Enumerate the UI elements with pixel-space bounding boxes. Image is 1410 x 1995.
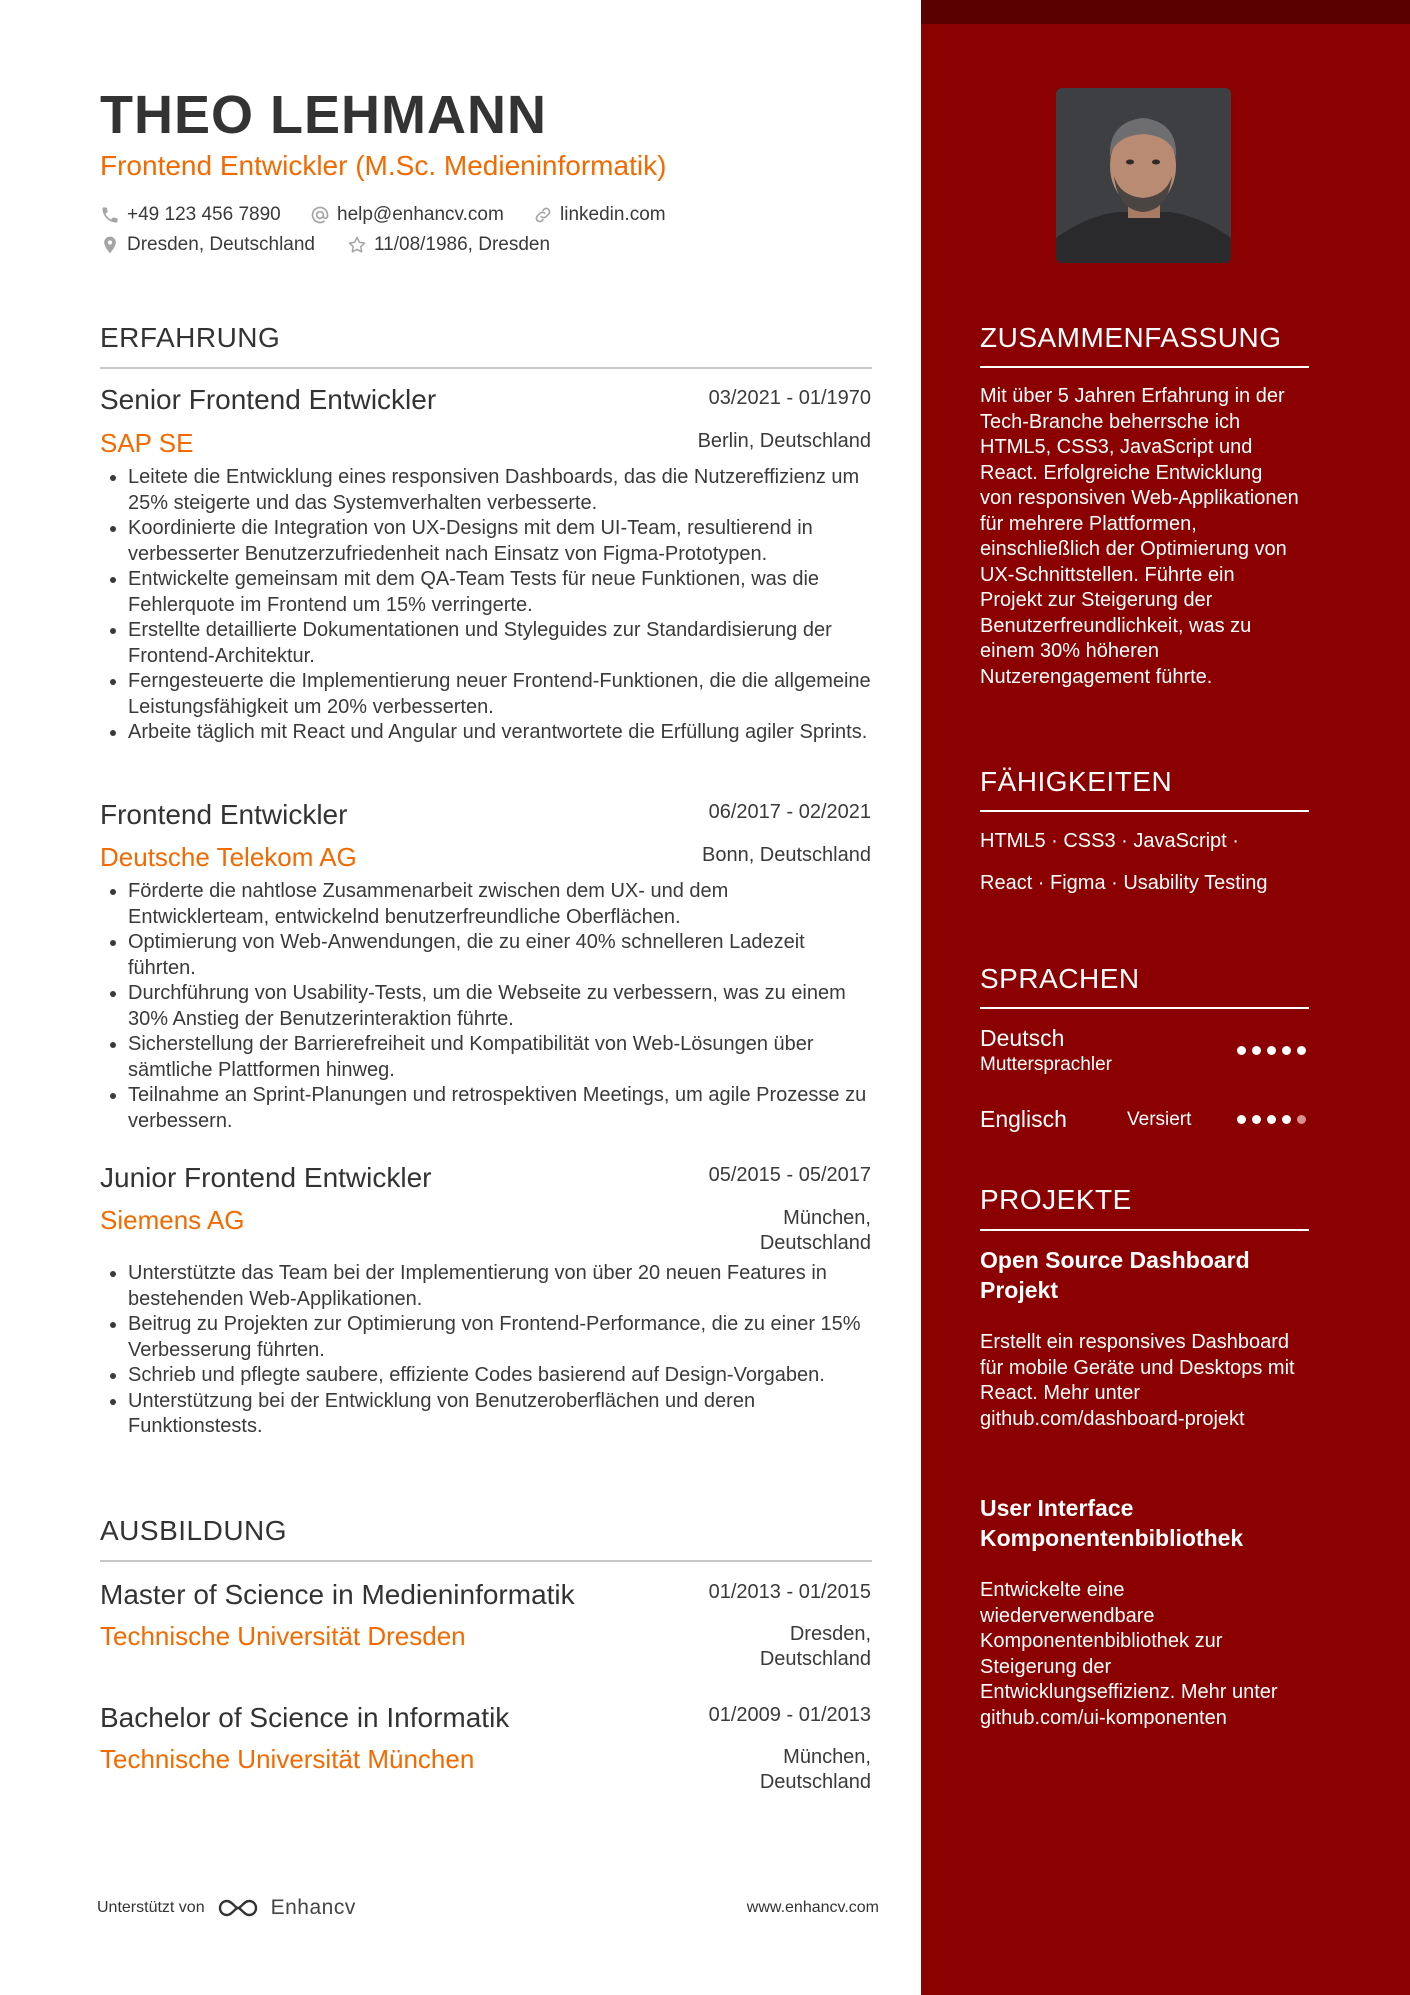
edu-2-location xyxy=(760,1745,871,1795)
job-3-location xyxy=(760,1206,871,1256)
projects-divider xyxy=(980,1229,1309,1231)
list-item: • Erstellte detaillierte Dokumentationen und Styleguides zur Standardisierung der Frontend-Architektur. xyxy=(128,618,872,669)
skills-line-1: HTML5 · CSS3 · JavaScript · xyxy=(980,830,1239,852)
job-2-role: Frontend Entwickler xyxy=(100,799,348,830)
contact-link[interactable] xyxy=(533,203,666,227)
skills-title: FÄHIGKEITEN xyxy=(980,766,1173,797)
language-1-level: Muttersprachler xyxy=(980,1054,1112,1075)
edu-2-date: 01/2009 - 01/2013 xyxy=(708,1704,871,1726)
job-3-company: Siemens AG xyxy=(100,1205,245,1235)
list-item: • Unterstützte das Team bei der Implementierung von über 20 neuen Features in bestehenden Web-Applikationen. xyxy=(128,1261,872,1312)
education-title: AUSBILDUNG xyxy=(100,1515,288,1546)
list-item: • Ferngesteuerte die Implementierung neuer Frontend-Funktionen, die die allgemeine Leistungsfähigkeit um 20% verbesserten. xyxy=(128,669,872,720)
list-item: • Durchführung von Usability-Tests, um die Webseite zu verbessern, was zu einem 30% Anstieg der Benutzerinteraktion führte. xyxy=(128,981,872,1032)
contact-phone xyxy=(100,203,281,227)
rating-dot xyxy=(1297,1046,1306,1055)
edu-2-school: Technische Universität München xyxy=(100,1744,475,1774)
edu-2-degree: Bachelor of Science in Informatik xyxy=(100,1702,510,1733)
list-item: • Förderte die nahtlose Zusammenarbeit zwischen dem UX- und dem Entwicklerteam, entwickelnd benutzerfreundliche Oberflächen. xyxy=(128,879,872,930)
list-item: • Arbeite täglich mit React und Angular und verantwortete die Erfüllung agiler Sprints. xyxy=(128,720,872,746)
footer-branding xyxy=(97,1896,356,1920)
sidebar-top-bar xyxy=(921,0,1410,24)
list-item: • Schrieb und pflegte saubere, effiziente Codes basierend auf Design-Vorgaben. xyxy=(128,1363,872,1389)
list-item: • Teilnahme an Sprint-Planungen und retrospektiven Meetings, um agile Prozesse zu verbessern. xyxy=(128,1083,872,1134)
job-2-date: 06/2017 - 02/2021 xyxy=(708,801,871,823)
footer-url[interactable]: www.enhancv.com xyxy=(746,1899,879,1916)
edu-1-school: Technische Universität Dresden xyxy=(100,1621,466,1651)
rating-dot xyxy=(1252,1046,1261,1055)
summary-text: Mit über 5 Jahren Erfahrung in der Tech-Branche beherrsche ich HTML5, CSS3, JavaScript und React. Erfolgreiche Entwicklung von responsiven Web-Applikationen für mehrere Plattformen, einschließlich der Optimierung von UX-Schnittstellen. Führte ein Projekt zur Steigerung der Benutzerfreundlichkeit, was zu einem 30% höheren Nutzerengagement führte. xyxy=(980,385,1299,688)
at-icon xyxy=(310,205,330,225)
languages-title: SPRACHEN xyxy=(980,963,1140,994)
job-3-date: 05/2015 - 05/2017 xyxy=(708,1164,871,1186)
language-2-level: Versiert xyxy=(1127,1109,1192,1130)
rating-dot xyxy=(1267,1046,1276,1055)
project-2-title: User Interface Komponentenbibliothek xyxy=(980,1495,1244,1551)
link-icon xyxy=(533,205,553,225)
enhancv-logo-icon xyxy=(215,1896,261,1920)
edu-1-degree: Master of Science in Medieninformatik xyxy=(100,1579,575,1610)
job-2-location: Bonn, Deutschland xyxy=(701,844,871,866)
rating-dot xyxy=(1282,1046,1291,1055)
star-icon xyxy=(347,235,367,255)
list-item: • Beitrug zu Projekten zur Optimierung von Frontend-Performance, die zu einer 15% Verbesserung führten. xyxy=(128,1312,872,1363)
powered-by-text: Unterstützt von xyxy=(97,1899,205,1916)
profile-photo xyxy=(1056,88,1231,263)
job-1-date: 03/2021 - 01/1970 xyxy=(708,387,871,409)
languages-divider xyxy=(980,1007,1309,1009)
list-item: • Koordinierte die Integration von UX-Designs mit dem UI-Team, resultierend in verbesserter Benutzerzufriedenheit nach Einsatz von Figma-Prototypen. xyxy=(128,516,872,567)
rating-dot xyxy=(1282,1115,1291,1124)
projects-title: PROJEKTE xyxy=(980,1184,1132,1215)
list-item: • Leitete die Entwicklung eines responsiven Dashboards, das die Nutzereffizienz um 25% steigerte und das Systemverhalten verbesserte. xyxy=(128,465,872,516)
location-pin-icon xyxy=(100,235,120,255)
brand-name: Enhancv xyxy=(270,1896,356,1919)
job-2-bullets xyxy=(100,879,872,1134)
edu-1-location xyxy=(760,1622,871,1672)
language-2-rating xyxy=(1237,1115,1306,1124)
location-text: Dresden, Deutschland xyxy=(127,234,315,255)
summary-title: ZUSAMMENFASSUNG xyxy=(980,322,1282,353)
headline: Frontend Entwickler (M.Sc. Medieninformatik) xyxy=(100,150,667,181)
rating-dot xyxy=(1267,1115,1276,1124)
experience-title: ERFAHRUNG xyxy=(100,322,281,353)
rating-dot xyxy=(1237,1115,1246,1124)
birth-text: 11/08/1986, Dresden xyxy=(374,234,551,255)
candidate-name: THEO LEHMANN xyxy=(100,85,547,145)
job-2-company: Deutsche Telekom AG xyxy=(100,842,357,872)
job-3-location-line2: Deutschland xyxy=(759,1232,871,1254)
phone-icon xyxy=(100,205,120,225)
rating-dot xyxy=(1237,1046,1246,1055)
phone-text: +49 123 456 7890 xyxy=(127,204,281,225)
job-1-location: Berlin, Deutschland xyxy=(697,430,871,452)
list-item: • Optimierung von Web-Anwendungen, die zu einer 40% schnelleren Ladezeit führten. xyxy=(128,930,872,981)
job-3-role: Junior Frontend Entwickler xyxy=(100,1162,432,1193)
contact-location xyxy=(100,233,315,257)
rating-dot xyxy=(1252,1115,1261,1124)
edu-1-date: 01/2013 - 01/2015 xyxy=(708,1581,871,1603)
edu-1-location-line1: Dresden, xyxy=(789,1623,871,1645)
skills-line-2: React · Figma · Usability Testing xyxy=(980,872,1268,894)
email-text: help@enhancv.com xyxy=(337,204,504,225)
list-item: • Entwickelte gemeinsam mit dem QA-Team Tests für neue Funktionen, was die Fehlerquote im Frontend um 15% verringerte. xyxy=(128,567,872,618)
project-2-text: Entwickelte eine wiederverwendbare Komponentenbibliothek zur Steigerung der Entwicklungseffizienz. Mehr unter github.com/ui-komponenten xyxy=(980,1579,1278,1729)
job-3-bullets xyxy=(100,1261,872,1440)
experience-divider xyxy=(100,367,872,369)
rating-dot xyxy=(1297,1115,1306,1124)
job-1-company: SAP SE xyxy=(100,428,194,458)
edu-1-location-line2: Deutschland xyxy=(759,1648,871,1670)
language-2-name: Englisch xyxy=(980,1106,1067,1132)
contact-birth xyxy=(347,233,550,257)
job-1-role: Senior Frontend Entwickler xyxy=(100,384,437,415)
edu-2-location-line1: München, xyxy=(783,1746,871,1768)
edu-2-location-line2: Deutschland xyxy=(759,1771,871,1793)
education-divider xyxy=(100,1560,872,1562)
avatar xyxy=(1056,88,1231,263)
list-item: • Sicherstellung der Barrierefreiheit und Kompatibilität von Web-Lösungen über sämtliche Plattformen hinweg. xyxy=(128,1032,872,1083)
language-1-name: Deutsch xyxy=(980,1025,1065,1051)
skills-divider xyxy=(980,810,1309,812)
contact-email[interactable] xyxy=(310,203,504,227)
list-item: • Unterstützung bei der Entwicklung von Benutzeroberflächen und deren Funktionstests. xyxy=(128,1389,872,1440)
job-1-bullets xyxy=(100,465,872,746)
project-1-text: Erstellt ein responsives Dashboard für mobile Geräte und Desktops mit React. Mehr unter github.com/dashboard-projekt xyxy=(980,1331,1295,1430)
job-3-location-line1: München, xyxy=(783,1207,871,1229)
language-1-rating xyxy=(1237,1046,1306,1055)
summary-divider xyxy=(980,366,1309,368)
link-text: linkedin.com xyxy=(560,204,666,225)
project-1-title: Open Source Dashboard Projekt xyxy=(980,1247,1250,1303)
